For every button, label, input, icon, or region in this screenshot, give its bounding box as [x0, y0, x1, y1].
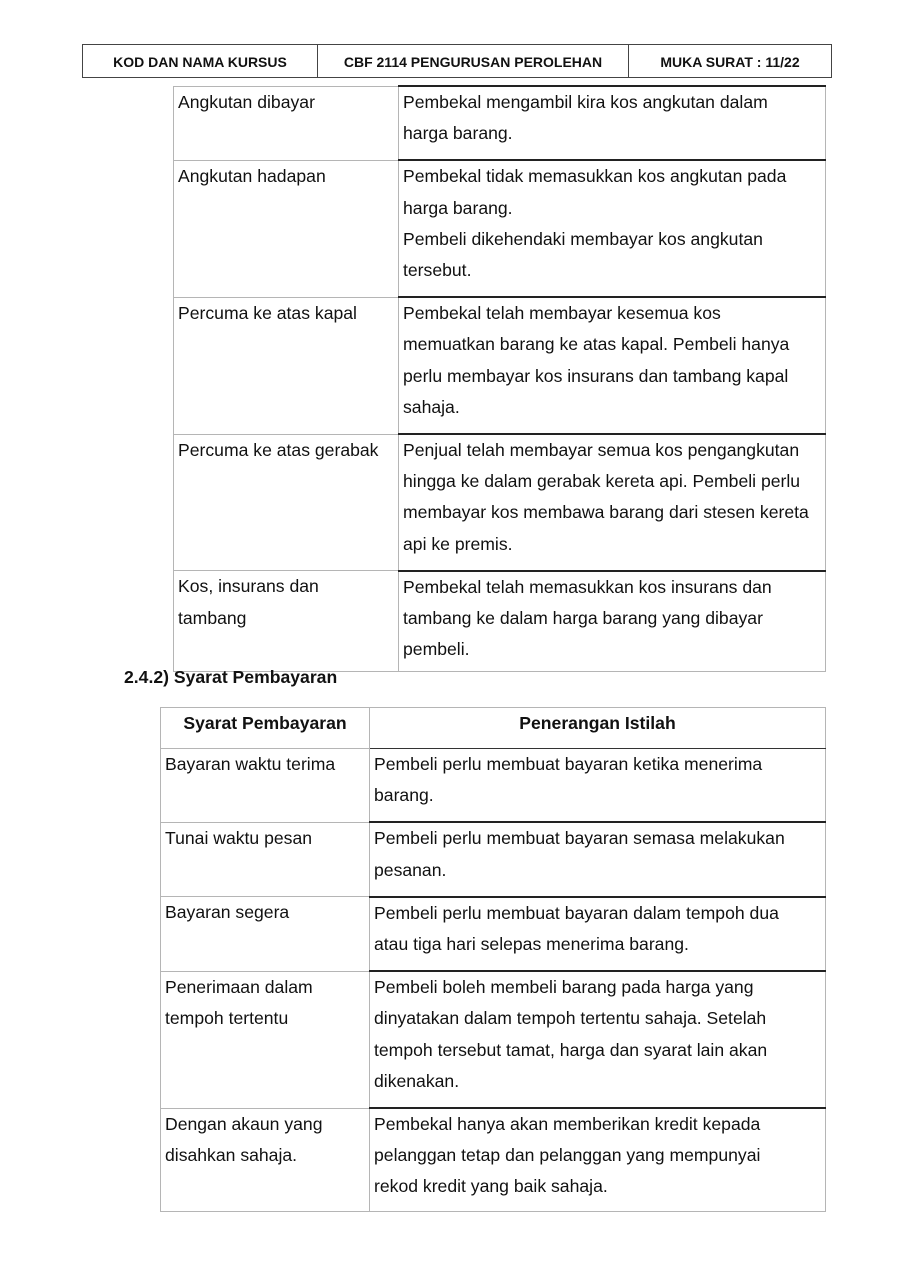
term-cell [161, 971, 370, 1108]
table-row [161, 749, 826, 823]
term-text: Angkutan hadapan [178, 165, 326, 186]
term-text: Percuma ke atas gerabak [178, 439, 379, 460]
description-cell [370, 971, 826, 1108]
description-text: atau tiga hari selepas menerima barang. [374, 934, 689, 955]
table-row [161, 971, 826, 1108]
description-cell [399, 86, 826, 160]
term-text: Dengan akaun yang [165, 1113, 323, 1134]
term-text: tempoh tertentu [165, 1007, 289, 1028]
description-text: Pembekal hanya akan memberikan kredit kepada [374, 1114, 761, 1135]
description-text: perlu membayar kos insurans dan tambang kapal [403, 365, 789, 386]
freight-terms-table [173, 85, 826, 672]
term-text: Bayaran segera [165, 902, 290, 923]
term-cell [161, 897, 370, 971]
description-cell [370, 1108, 826, 1211]
page-number: MUKA SURAT : 11/22 [629, 45, 832, 78]
table-row [174, 86, 826, 160]
description-text: tambang ke dalam harga barang yang dibayar [403, 608, 763, 629]
description-text: tersebut. [403, 260, 472, 281]
description-text: sahaja. [403, 396, 460, 417]
term-text: Angkutan dibayar [178, 91, 315, 112]
term-cell [174, 297, 399, 434]
term-cell [174, 86, 399, 160]
table-row [161, 897, 826, 971]
term-cell [161, 1108, 370, 1211]
table-row [174, 434, 826, 571]
table-row [174, 160, 826, 297]
table-row [161, 822, 826, 896]
term-text: disahkan sahaja. [165, 1144, 298, 1165]
term-cell [174, 571, 399, 672]
page-header [82, 44, 832, 78]
description-cell [399, 297, 826, 434]
course-name: CBF 2114 PENGURUSAN PEROLEHAN [318, 45, 629, 78]
description-cell [399, 571, 826, 672]
description-text: dikenakan. [374, 1070, 460, 1091]
term-cell [161, 822, 370, 896]
description-text: memuatkan barang ke atas kapal. Pembeli hanya [403, 334, 790, 355]
course-code-label: KOD DAN NAMA KURSUS [83, 45, 318, 78]
term-text: Percuma ke atas kapal [178, 302, 357, 323]
description-cell [370, 822, 826, 896]
description-cell [399, 434, 826, 571]
description-text: Pembeli perlu membuat bayaran dalam tempoh dua [374, 902, 779, 923]
term-cell [174, 160, 399, 297]
term-cell [161, 749, 370, 823]
term-cell [174, 434, 399, 571]
description-text: membayar kos membawa barang dari stesen kereta [403, 502, 809, 523]
term-text: Kos, insurans dan [178, 576, 319, 597]
description-text: Penjual telah membayar semua kos pengangkutan [403, 440, 800, 461]
description-text: Pembeli dikehendaki membayar kos angkutan [403, 228, 763, 249]
description-text: pembeli. [403, 639, 470, 660]
description-text: Pembekal telah membayar kesemua kos [403, 303, 721, 324]
description-text: Pembekal tidak memasukkan kos angkutan pada [403, 166, 787, 187]
term-text: Penerimaan dalam [165, 976, 313, 997]
description-text: Pembeli boleh membeli barang pada harga yang [374, 977, 754, 998]
term-text: tambang [178, 607, 247, 628]
table-row [161, 1108, 826, 1211]
description-text: Pembeli perlu membuat bayaran semasa melakukan [374, 828, 785, 849]
description-text: api ke premis. [403, 533, 513, 554]
table-header-row [161, 708, 826, 749]
table-row [174, 297, 826, 434]
term-text: Tunai waktu pesan [165, 827, 313, 848]
description-text: Pembeli perlu membuat bayaran ketika menerima [374, 754, 763, 774]
description-text: pelanggan tetap dan pelanggan yang mempunyai [374, 1145, 761, 1166]
description-text: Pembekal mengambil kira kos angkutan dalam [403, 92, 768, 112]
description-text: harga barang. [403, 197, 513, 218]
description-cell [370, 897, 826, 971]
description-text: pesanan. [374, 859, 447, 880]
description-text: Pembekal telah memasukkan kos insurans dan [403, 576, 772, 597]
description-text: rekod kredit yang baik sahaja. [374, 1176, 608, 1197]
section-heading: 2.4.2) Syarat Pembayaran [124, 667, 338, 687]
description-text: dinyatakan dalam tempoh tertentu sahaja. Setelah [374, 1008, 767, 1029]
column-header-term: Syarat Pembayaran [161, 708, 370, 749]
description-text: tempoh tersebut tamat, harga dan syarat lain akan [374, 1039, 768, 1060]
description-text: harga barang. [403, 123, 513, 144]
description-cell [370, 749, 826, 823]
column-header-description: Penerangan Istilah [370, 708, 826, 749]
description-text: barang. [374, 785, 434, 806]
description-text: hingga ke dalam gerabak kereta api. Pembeli perlu [403, 471, 801, 492]
term-text: Bayaran waktu terima [165, 754, 336, 774]
table-row [174, 571, 826, 672]
description-cell [399, 160, 826, 297]
payment-terms-table [160, 707, 826, 1212]
